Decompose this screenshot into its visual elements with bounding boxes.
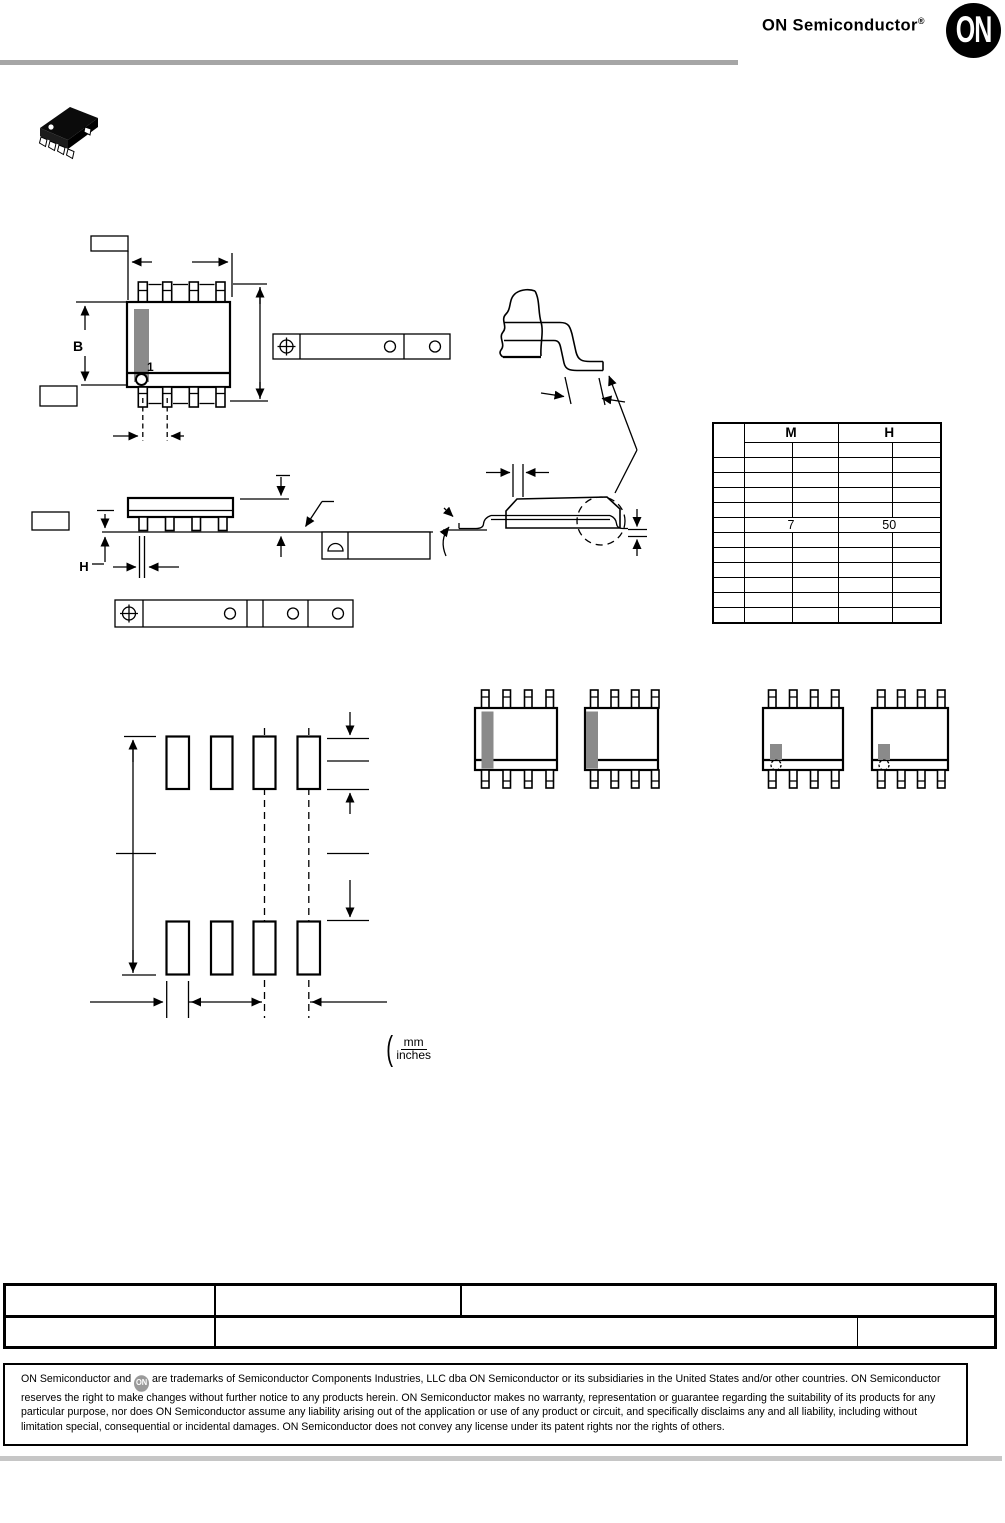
title-block-cell xyxy=(216,1318,858,1347)
disclaimer-text-after: are trademarks of Semiconductor Components Industries, LLC dba ON Semiconductor or its subsidiaries in the United States and/or other countries. ON Semiconductor reserves the right to make changes without further notice to any products herein. ON Semiconductor makes no warranty, representation or guarantee regarding the suitability of its products for any particular purpose, nor does ON Semiconductor assume any liability arising out of the application or use of any product or circuit, and specifically disclaims any and all liability, including without limitation special, consequential or incidental damages. ON Semiconductor does not convey any license under its patent rights nor the rights of others. xyxy=(21,1373,941,1433)
dim-b xyxy=(73,302,127,385)
pin1-shade-bar xyxy=(586,712,598,769)
soic-3d-package-icon xyxy=(40,107,99,159)
on-logo-icon: ON xyxy=(946,3,1001,58)
value-h: 50 xyxy=(838,518,941,533)
disclaimer-text-before: ON Semiconductor and xyxy=(21,1373,132,1385)
disclaimer-box xyxy=(3,1363,968,1446)
pin1-shade-square xyxy=(878,744,890,760)
seating-plane-datum-box xyxy=(322,532,430,559)
value-m: 7 xyxy=(744,518,838,533)
marking-diagram-package-1 xyxy=(475,690,557,788)
title-block-cell xyxy=(6,1286,216,1315)
feature-control-frame-top xyxy=(273,334,450,359)
pad xyxy=(254,737,276,790)
title-block-table xyxy=(3,1283,997,1349)
open-paren: ( xyxy=(386,1030,394,1068)
soldering-footprint-drawing xyxy=(90,712,387,1018)
pad xyxy=(298,737,321,790)
pin1-marker-circle xyxy=(136,374,147,385)
dimension-table xyxy=(712,422,942,624)
dim-lead-width xyxy=(113,536,179,578)
dim-h xyxy=(79,511,114,575)
pad xyxy=(254,922,276,975)
marking-diagram-package-4 xyxy=(872,690,948,788)
dim-standoff-right xyxy=(628,509,647,556)
dim-lead-thickness xyxy=(486,464,549,497)
dim-lead-angle-left xyxy=(443,508,487,556)
dim-footprint-right xyxy=(327,712,369,921)
dim-h-label: H xyxy=(79,559,89,574)
callout-box xyxy=(40,386,77,406)
pin1-shade-square xyxy=(770,744,782,760)
callout-box xyxy=(32,512,69,530)
dim-height-right xyxy=(240,476,290,558)
title-block-cell xyxy=(858,1318,994,1347)
dim-overall-right xyxy=(230,284,268,401)
pad xyxy=(211,922,233,975)
title-block-cell xyxy=(216,1286,462,1315)
brand-text: ON Semiconductor xyxy=(762,16,918,35)
col-group-m: M xyxy=(744,423,838,443)
side-view-drawing xyxy=(32,476,433,628)
pin1-shade-bar xyxy=(482,712,494,769)
lead-detail-drawing xyxy=(500,290,637,493)
scale-inches: inches xyxy=(396,1048,432,1062)
detail-leader xyxy=(609,376,637,493)
scale-note xyxy=(384,1030,432,1068)
seating-plane-leader xyxy=(306,502,335,527)
top-pins xyxy=(138,282,225,302)
pad xyxy=(211,737,233,790)
dim-foot-length xyxy=(541,377,625,405)
marking-diagram-package-3 xyxy=(763,690,843,788)
callout-box xyxy=(91,236,128,251)
pad xyxy=(298,922,321,975)
col-group-h: H xyxy=(838,423,941,443)
dim-pitch xyxy=(113,398,184,441)
dim-footprint-left xyxy=(116,737,156,976)
title-block-cell xyxy=(462,1286,994,1315)
dim-b-label: B xyxy=(72,338,84,354)
footer-rule xyxy=(0,1456,1002,1461)
dim-col-header xyxy=(713,423,744,458)
marking-diagram-package-2 xyxy=(585,690,659,788)
title-block-cell xyxy=(6,1318,216,1347)
pad xyxy=(167,922,190,975)
pin1-number: 1 xyxy=(147,360,154,374)
feature-control-frame-bottom xyxy=(115,600,353,627)
on-logo-small-icon: ON xyxy=(134,1375,149,1392)
bottom-pins xyxy=(138,387,225,407)
registered-mark: ® xyxy=(917,16,925,26)
end-view-drawing xyxy=(443,464,647,556)
detail-circle xyxy=(577,497,625,545)
top-view-drawing xyxy=(40,236,268,441)
dim-footprint-bottom xyxy=(90,981,387,1018)
pad xyxy=(167,737,190,790)
scale-mm: mm xyxy=(401,1035,427,1050)
